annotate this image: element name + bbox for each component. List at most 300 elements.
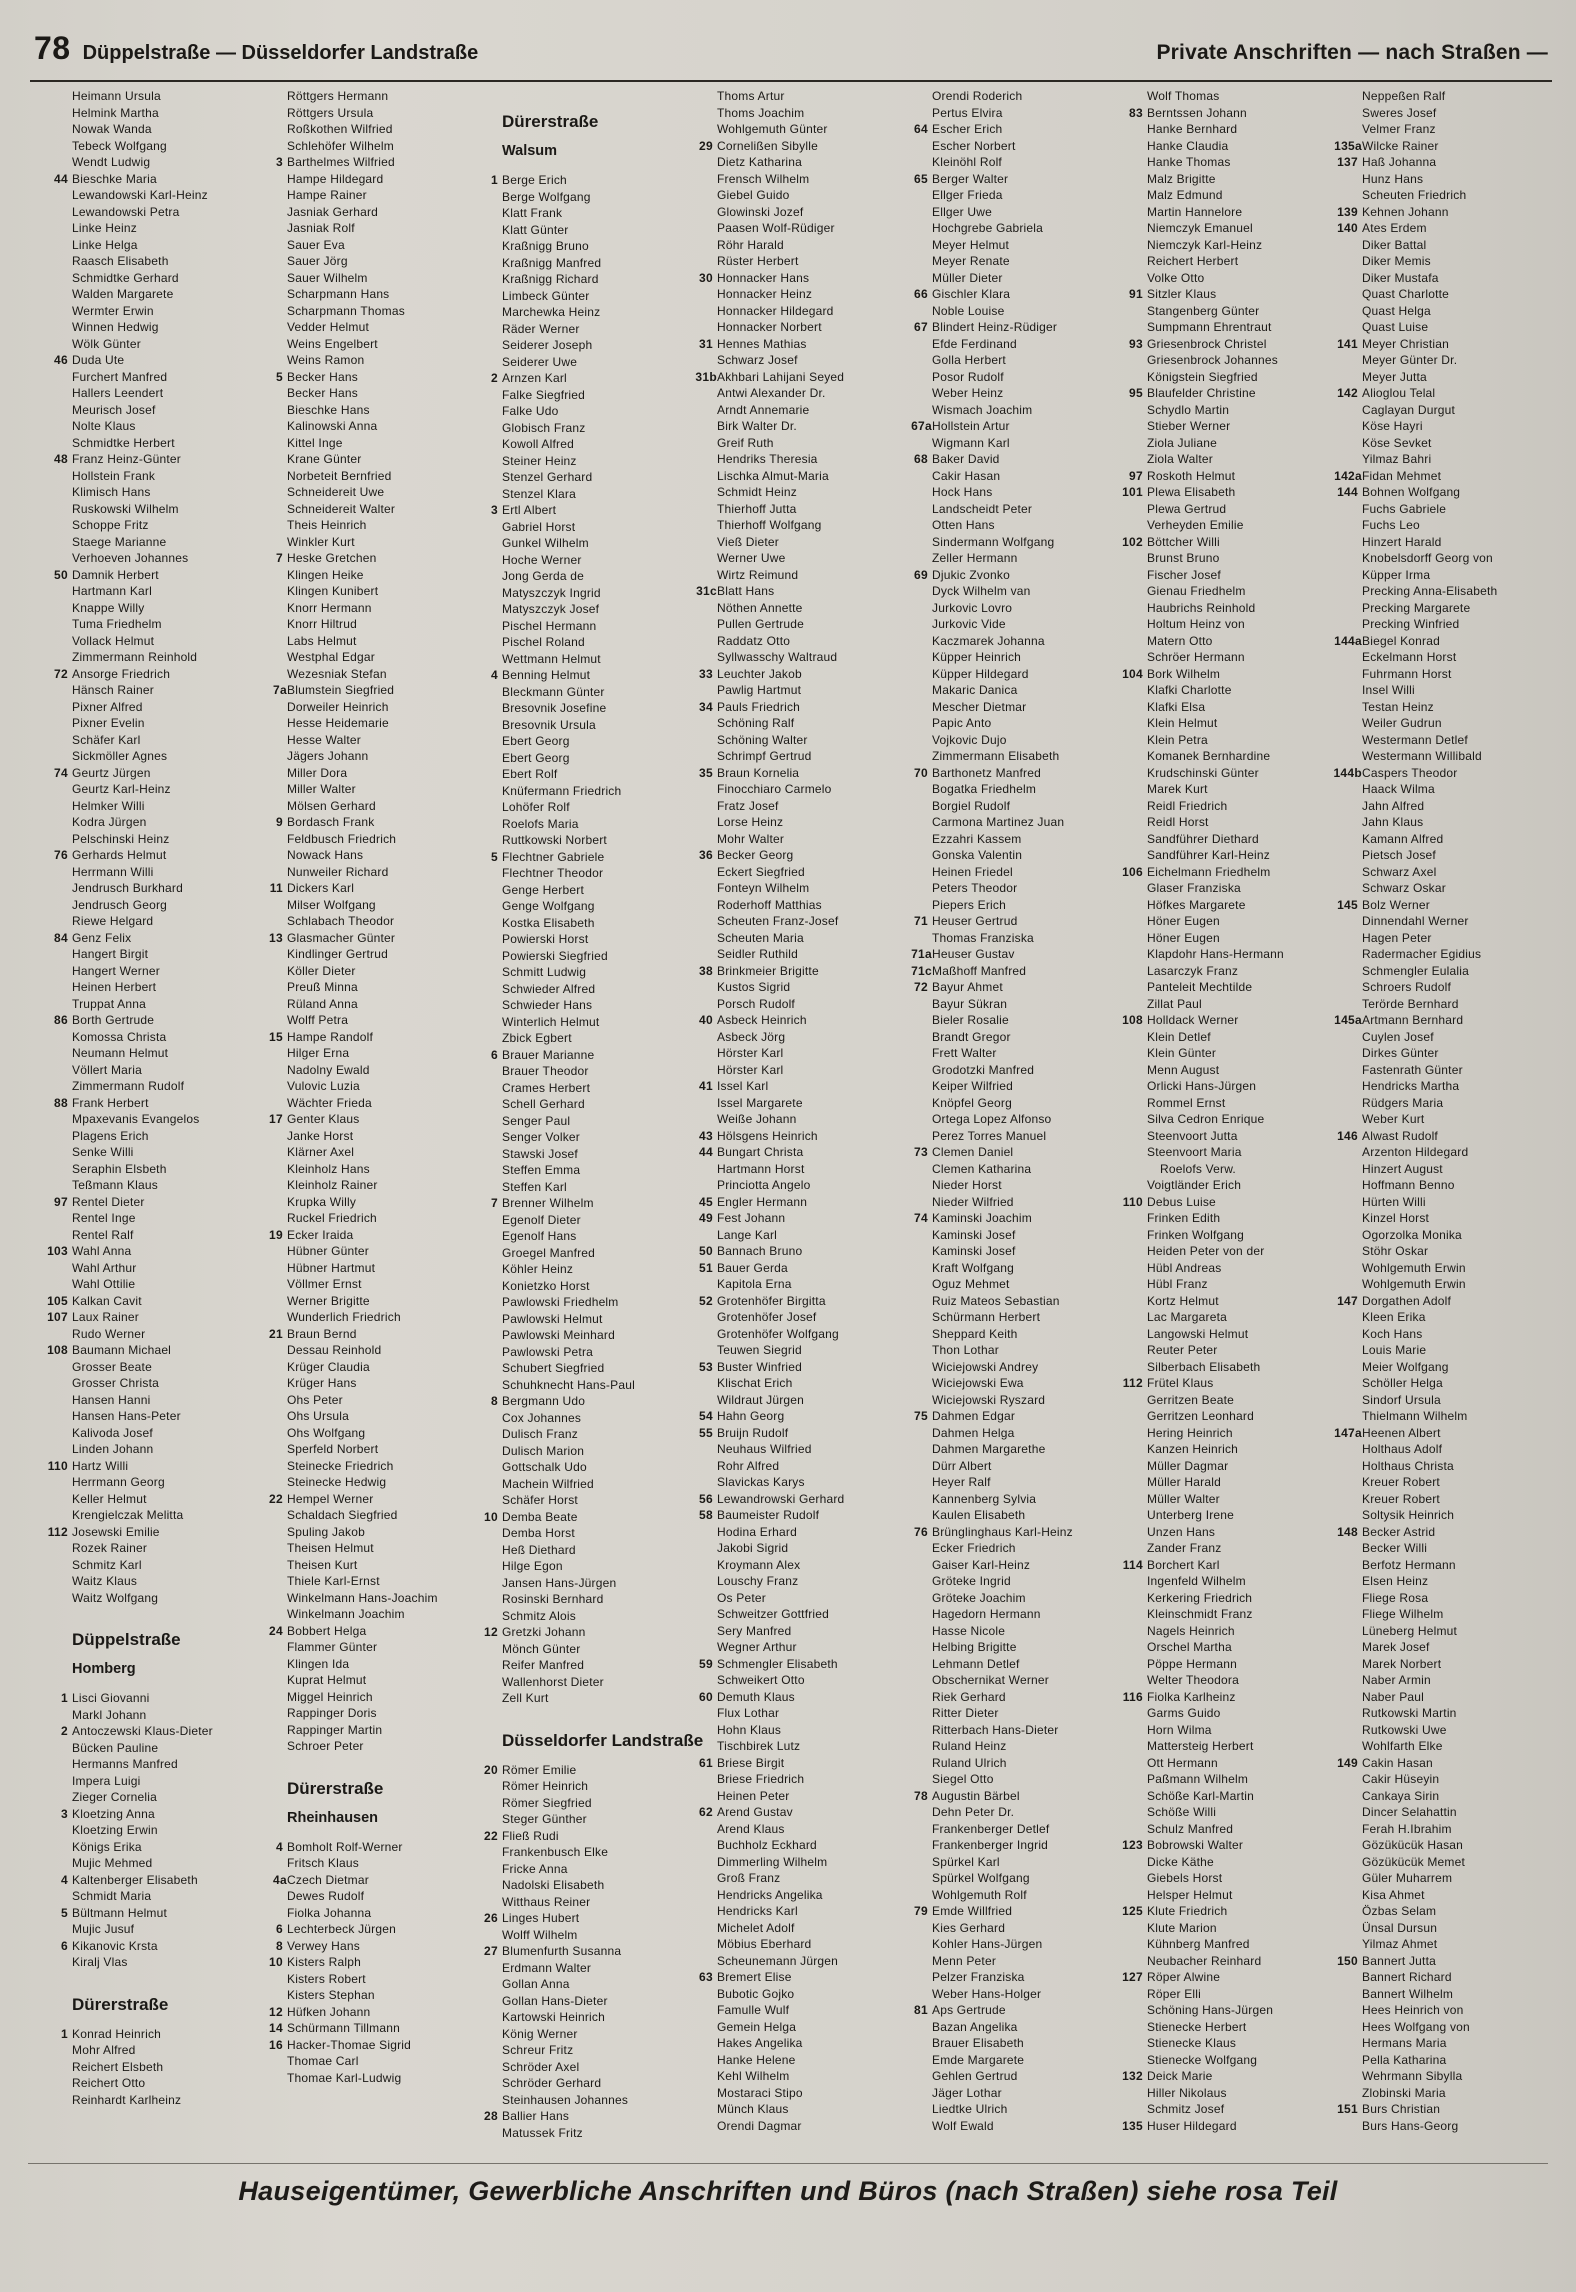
house-number: 20 (484, 1762, 498, 1777)
house-number (470, 1443, 502, 1460)
resident-name: Seiderer Uwe (502, 354, 578, 369)
resident-name: Holtum Heinz von (1147, 617, 1245, 631)
house-number (1115, 1804, 1147, 1821)
house-number (255, 963, 287, 980)
house-number (1115, 1524, 1147, 1541)
house-number (470, 1657, 502, 1674)
directory-entry (900, 1458, 1115, 1475)
resident-name: Marek Kurt (1147, 782, 1208, 796)
house-number: 97 (1129, 468, 1143, 483)
house-number (470, 915, 502, 932)
directory-entry (470, 288, 685, 305)
directory-entry (900, 1375, 1115, 1392)
resident-name: Kleinöhl Rolf (932, 155, 1002, 169)
house-number: 141 (1337, 336, 1358, 351)
directory-entry (1330, 204, 1566, 221)
directory-entry (40, 1408, 255, 1425)
resident-name: Burs Christian (1362, 2102, 1441, 2116)
house-number (470, 321, 502, 338)
house-number (900, 1078, 932, 1095)
resident-name: Seiderer Joseph (502, 338, 593, 352)
directory-entry (470, 2108, 685, 2125)
resident-name: Briese Friedrich (717, 1772, 805, 1786)
directory-entry (40, 1789, 255, 1806)
house-number (470, 255, 502, 272)
directory-entry (1330, 616, 1566, 633)
house-number (470, 1811, 502, 1828)
house-number (1330, 946, 1362, 963)
directory-entry (470, 1811, 685, 1828)
directory-entry (470, 1509, 685, 1526)
house-number (255, 2053, 287, 2070)
resident-name: Kraßnigg Manfred (502, 255, 602, 270)
directory-entry (1115, 633, 1330, 650)
directory-entry (685, 501, 900, 518)
resident-name: Theisen Kurt (287, 1557, 358, 1572)
directory-entry (900, 963, 1115, 980)
directory-entry (900, 1705, 1115, 1722)
directory-entry (1115, 897, 1330, 914)
directory-entry (255, 1326, 470, 1343)
house-number (1115, 880, 1147, 897)
directory-entry (685, 1755, 900, 1772)
directory-entry (40, 1144, 255, 1161)
directory-column-2 (255, 88, 470, 2141)
house-number (1330, 781, 1362, 798)
resident-name: Witthaus Reiner (502, 1894, 591, 1909)
resident-name: Steinecke Friedrich (287, 1458, 394, 1473)
house-number: 60 (699, 1689, 713, 1704)
directory-entry (255, 418, 470, 435)
directory-entry (1330, 732, 1566, 749)
resident-name: Müller Dagmar (1147, 1458, 1229, 1473)
house-number (685, 550, 717, 567)
resident-name: Gerhards Helmut (72, 848, 167, 862)
resident-name: Riek Gerhard (932, 1689, 1006, 1704)
directory-entry (1115, 1260, 1330, 1277)
resident-name: Honnacker Norbert (717, 320, 822, 334)
resident-name: Wismach Joachim (932, 402, 1033, 417)
house-number: 7 (491, 1196, 498, 1210)
directory-entry (1115, 682, 1330, 699)
directory-entry (1330, 1309, 1566, 1326)
resident-name: Reidl Horst (1147, 815, 1209, 829)
resident-name: Labs Helmut (287, 633, 357, 648)
house-number: 58 (699, 1508, 713, 1522)
resident-name: Fritsch Klaus (287, 1856, 359, 1870)
house-number (1115, 1953, 1147, 1970)
directory-entry (900, 1408, 1115, 1425)
resident-name: Gienau Friedhelm (1147, 584, 1246, 598)
directory-entry (685, 138, 900, 155)
house-number (255, 600, 287, 617)
directory-entry (255, 1491, 470, 1508)
directory-entry (470, 222, 685, 239)
directory-entry (1330, 1804, 1566, 1821)
directory-entry (40, 1905, 255, 1922)
district-subheading: Rheinhausen (287, 1809, 379, 1826)
directory-entry (1330, 352, 1566, 369)
directory-entry (40, 319, 255, 336)
resident-name: Schöning Hans-Jürgen (1147, 2003, 1274, 2017)
house-number (255, 1128, 287, 1145)
directory-entry (40, 237, 255, 254)
resident-name: Berge Erich (502, 173, 567, 187)
house-number (1330, 1705, 1362, 1722)
house-number (1330, 121, 1362, 138)
resident-name: Klingen Heike (287, 567, 364, 582)
directory-entry (685, 913, 900, 930)
house-number (470, 1894, 502, 1911)
resident-name: Kustos Sigrid (717, 980, 791, 994)
directory-entry (900, 583, 1115, 600)
directory-entry (255, 1359, 470, 1376)
directory-entry (470, 403, 685, 420)
house-number (1115, 715, 1147, 732)
resident-name: Fonteyn Wilhelm (717, 881, 810, 895)
resident-name: Wirtz Reimund (717, 567, 799, 582)
directory-entry (1330, 303, 1566, 320)
resident-name: Schröder Axel (502, 2059, 580, 2074)
house-number (470, 1146, 502, 1163)
house-number (685, 682, 717, 699)
directory-entry (1115, 1441, 1330, 1458)
resident-name: Stenzel Gerhard (502, 470, 593, 484)
house-number (1330, 1177, 1362, 1194)
house-number (255, 748, 287, 765)
directory-entry (40, 996, 255, 1013)
resident-name: Menn Peter (932, 1953, 997, 1968)
resident-name: Scharpmann Hans (287, 287, 390, 301)
house-number: 65 (914, 171, 928, 186)
directory-entry (900, 237, 1115, 254)
house-number: 52 (699, 1293, 713, 1308)
resident-name: Bücken Pauline (72, 1740, 159, 1755)
resident-name: Hendricks Martha (1362, 1079, 1460, 1093)
house-number (1115, 1738, 1147, 1755)
house-number (40, 1773, 72, 1790)
directory-entry (40, 1888, 255, 1905)
resident-name: Precking Winfried (1362, 617, 1460, 631)
house-number (1115, 1425, 1147, 1442)
house-number (470, 1377, 502, 1394)
house-number (900, 1920, 932, 1937)
directory-entry (40, 913, 255, 930)
directory-entry (685, 814, 900, 831)
house-number (1115, 1887, 1147, 1904)
resident-name: Dessau Reinhold (287, 1343, 382, 1357)
resident-name: Ruland Ulrich (932, 1755, 1007, 1770)
resident-name: Heinen Herbert (72, 980, 157, 994)
directory-entry (470, 585, 685, 602)
directory-entry (685, 1953, 900, 1970)
resident-name: Posor Rudolf (932, 369, 1004, 384)
house-number (1330, 699, 1362, 716)
directory-entry (40, 253, 255, 270)
directory-entry (255, 517, 470, 534)
house-number (685, 1375, 717, 1392)
directory-entry (900, 220, 1115, 237)
directory-entry (900, 1194, 1115, 1211)
resident-name: Becker Astrid (1362, 1524, 1436, 1539)
house-number: 147 (1337, 1293, 1358, 1308)
directory-entry (255, 633, 470, 650)
directory-entry (255, 1293, 470, 1310)
resident-name: Hansen Hanni (72, 1392, 151, 1407)
house-number (470, 1459, 502, 1476)
directory-entry (470, 1311, 685, 1328)
house-number: 49 (699, 1211, 713, 1225)
house-number (470, 1063, 502, 1080)
house-number (1115, 1128, 1147, 1145)
directory-entry (685, 1276, 900, 1293)
directory-entry (470, 1063, 685, 1080)
directory-entry (470, 1674, 685, 1691)
resident-name: Ezzahri Kassem (932, 831, 1022, 846)
resident-name: Jurkovic Vide (932, 617, 1006, 631)
directory-entry (900, 699, 1115, 716)
resident-name: Wendt Ludwig (72, 155, 151, 169)
resident-name: Testan Heinz (1362, 699, 1434, 714)
directory-entry (470, 1542, 685, 1559)
directory-entry (40, 187, 255, 204)
directory-entry (1115, 1590, 1330, 1607)
directory-entry (685, 996, 900, 1013)
resident-name: Hartz Willi (72, 1458, 129, 1473)
house-number (1330, 1144, 1362, 1161)
resident-name: Röper Alwine (1147, 1970, 1221, 1984)
directory-entry (40, 2075, 255, 2092)
resident-name: Hermans Maria (1362, 2036, 1447, 2050)
resident-name: Frinken Wolfgang (1147, 1227, 1245, 1242)
house-number (1330, 600, 1362, 617)
directory-entry (1330, 1969, 1566, 1986)
house-number (40, 1491, 72, 1508)
resident-name: Kamann Alfred (1362, 831, 1444, 846)
resident-name: Mescher Dietmar (932, 699, 1027, 714)
house-number (255, 1888, 287, 1905)
house-number (40, 369, 72, 386)
resident-name: Emde Willfried (932, 1904, 1013, 1918)
resident-name: Vojkovic Dujo (932, 732, 1007, 747)
resident-name: Sandführer Diethard (1147, 831, 1259, 846)
directory-entry (1115, 567, 1330, 584)
resident-name: Thomas Franziska (932, 930, 1034, 945)
house-number (1115, 1771, 1147, 1788)
directory-entry (900, 649, 1115, 666)
house-number (685, 451, 717, 468)
directory-entry (1330, 418, 1566, 435)
house-number (40, 1507, 72, 1524)
directory-entry (685, 484, 900, 501)
house-number (685, 171, 717, 188)
directory-entry (1330, 1837, 1566, 1854)
resident-name: Menn August (1147, 1062, 1220, 1077)
resident-name: Bruijn Rudolf (717, 1425, 789, 1440)
resident-name: Lehmann Detlef (932, 1656, 1020, 1671)
directory-entry (900, 88, 1115, 105)
resident-name: Eckert Siegfried (717, 864, 805, 879)
resident-name: Hendricks Angelika (717, 1887, 823, 1902)
house-number (1115, 682, 1147, 699)
house-number (1330, 1639, 1362, 1656)
directory-entry (1330, 765, 1566, 782)
directory-entry (470, 1195, 685, 1212)
directory-entry (255, 1705, 470, 1722)
resident-name: Matern Otto (1147, 633, 1213, 648)
house-number: 78 (914, 1788, 928, 1803)
directory-entry (470, 271, 685, 288)
resident-name: Fidan Mehmet (1362, 468, 1442, 483)
directory-entry (900, 1128, 1115, 1145)
house-number: 69 (914, 567, 928, 582)
house-number (1330, 963, 1362, 980)
house-number: 146 (1337, 1128, 1358, 1143)
directory-entry (1115, 1458, 1330, 1475)
directory-entry (900, 1986, 1115, 2003)
house-number: 56 (699, 1491, 713, 1506)
house-number (1115, 517, 1147, 534)
resident-name: Münch Klaus (717, 2102, 789, 2116)
resident-name: Ellger Uwe (932, 204, 993, 219)
resident-name: Wächter Frieda (287, 1095, 372, 1110)
resident-name: Hanke Claudia (1147, 138, 1229, 153)
resident-name: Biegel Konrad (1362, 633, 1440, 648)
resident-name: Egenolf Dieter (502, 1212, 581, 1227)
directory-entry (900, 2035, 1115, 2052)
house-number (900, 1771, 932, 1788)
house-number (1330, 748, 1362, 765)
directory-entry (1330, 1243, 1566, 1260)
directory-entry (40, 171, 255, 188)
directory-entry (900, 138, 1115, 155)
resident-name: Quast Helga (1362, 303, 1431, 318)
directory-entry (900, 1243, 1115, 1260)
directory-entry (1330, 550, 1566, 567)
house-number (1330, 1458, 1362, 1475)
house-number (470, 964, 502, 981)
directory-entry (1330, 270, 1566, 287)
house-number (255, 979, 287, 996)
resident-name: Heiden Peter von der (1147, 1244, 1265, 1258)
house-number (40, 1888, 72, 1905)
directory-entry (40, 963, 255, 980)
directory-entry (1115, 649, 1330, 666)
directory-entry (470, 1228, 685, 1245)
resident-name: Antwi Alexander Dr. (717, 386, 826, 400)
directory-entry (470, 502, 685, 519)
house-number: 44 (54, 171, 68, 186)
directory-entry (900, 1359, 1115, 1376)
house-number (1115, 2019, 1147, 2036)
resident-name: Glowinski Jozef (717, 204, 804, 219)
directory-entry (255, 1260, 470, 1277)
directory-entry (255, 616, 470, 633)
house-number (255, 765, 287, 782)
house-number (1115, 633, 1147, 650)
house-number (900, 1392, 932, 1409)
directory-entry (40, 1954, 255, 1971)
house-number (1330, 2019, 1362, 2036)
resident-name: Schmengler Elisabeth (717, 1656, 838, 1671)
resident-name: Scheuten Maria (717, 930, 804, 945)
directory-column-7 (1330, 88, 1566, 2141)
resident-name: Famulle Wulf (717, 2003, 790, 2017)
resident-name: Milser Wolfgang (287, 897, 376, 912)
resident-name: Kowoll Alfred (502, 437, 574, 451)
house-number (685, 798, 717, 815)
resident-name: Schubert Siegfried (502, 1361, 605, 1375)
resident-name: Hübner Günter (287, 1244, 369, 1258)
resident-name: Kaminski Josef (932, 1227, 1016, 1242)
house-number: 4 (276, 1839, 283, 1854)
directory-entry (1115, 1111, 1330, 1128)
directory-entry (900, 534, 1115, 551)
directory-entry (470, 1657, 685, 1674)
resident-name: Plewa Gertrud (1147, 501, 1227, 516)
house-number (1115, 1227, 1147, 1244)
directory-entry (900, 517, 1115, 534)
resident-name: Schröer Hermann (1147, 650, 1245, 664)
house-number (1330, 303, 1362, 320)
house-number (685, 996, 717, 1013)
house-number: 21 (269, 1326, 283, 1341)
house-number: 114 (1122, 1557, 1143, 1572)
house-number (1115, 732, 1147, 749)
resident-name: Gretzki Johann (502, 1625, 586, 1639)
directory-entry (900, 1804, 1115, 1821)
house-number (900, 220, 932, 237)
resident-name: Spuling Jakob (287, 1524, 365, 1539)
directory-entry (255, 1441, 470, 1458)
house-number: 86 (54, 1013, 68, 1027)
directory-entry (470, 1591, 685, 1608)
house-number (900, 2019, 932, 2036)
resident-name: Brinkmeier Brigitte (717, 963, 819, 978)
resident-name: Thomae Karl-Ludwig (287, 2070, 402, 2085)
directory-entry (900, 732, 1115, 749)
street-heading: Dürerstraße (287, 1778, 384, 1798)
resident-name: Kikanovic Krsta (72, 1938, 158, 1953)
directory-entry (1115, 1969, 1330, 1986)
directory-entry (1115, 1606, 1330, 1623)
resident-name: Siegel Otto (932, 1772, 994, 1786)
resident-name: Eichelmann Friedhelm (1147, 864, 1271, 879)
directory-entry (255, 1672, 470, 1689)
resident-name: Glaser Franziska (1147, 881, 1241, 895)
directory-entry (40, 1227, 255, 1244)
directory-entry (255, 1839, 470, 1856)
resident-name: Dulisch Franz (502, 1427, 578, 1441)
directory-entry (470, 1762, 685, 1779)
directory-entry (900, 1755, 1115, 1772)
resident-name: Raasch Elisabeth (72, 254, 169, 268)
resident-name: Genge Wolfgang (502, 899, 595, 913)
directory-entry (255, 534, 470, 551)
resident-name: Hampe Randolf (287, 1029, 373, 1044)
house-number (470, 1795, 502, 1812)
house-number (470, 288, 502, 305)
directory-entry (40, 1062, 255, 1079)
house-number (1330, 1903, 1362, 1920)
directory-entry (1330, 847, 1566, 864)
resident-name: Hinzert Harald (1362, 534, 1442, 549)
house-number (1115, 979, 1147, 996)
resident-name: Escher Norbert (932, 138, 1016, 153)
resident-name: Fliege Wilhelm (1362, 1607, 1444, 1621)
resident-name: Matussek Fritz (502, 2125, 583, 2140)
resident-name: Obschernikat Werner (932, 1673, 1049, 1687)
